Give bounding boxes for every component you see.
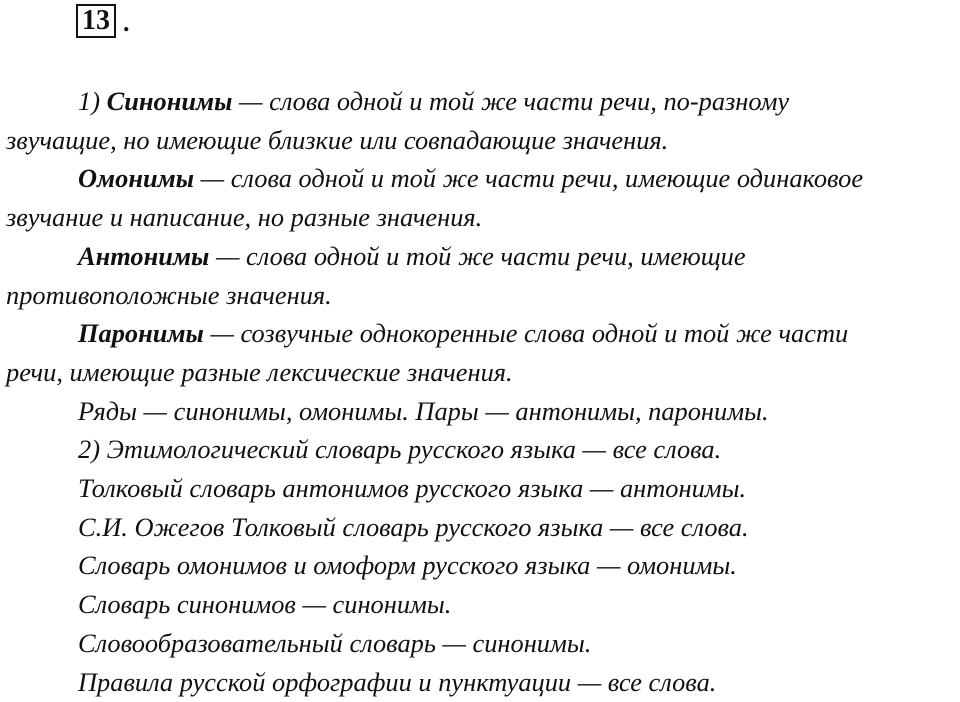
term-synonyms: Синонимы xyxy=(106,86,233,116)
dictionary-line: Словообразовательный словарь — синонимы. xyxy=(78,627,592,658)
summary-line: Ряды — синонимы, омонимы. Пары — антонимы, паронимы. xyxy=(78,395,769,426)
definition-synonyms xyxy=(6,82,956,159)
dictionary-line: Словарь омонимов и омоформ русского языка — омонимы. xyxy=(78,550,737,581)
definition-antonyms-text-cont: противоположные значения. xyxy=(6,279,332,310)
definition-synonyms-text-cont: звучащие, но имеющие близкие или совпадающие значения. xyxy=(6,124,669,155)
part-1-prefix: 1) xyxy=(78,86,107,116)
definition-antonyms xyxy=(6,237,956,314)
exercise-number-dot: . xyxy=(123,8,130,37)
definition-synonyms-text: — слова одной и той же части речи, по-разному xyxy=(232,86,790,116)
dictionary-line: 2) Этимологический словарь русского языка — все слова. xyxy=(78,434,722,465)
definition-homonyms-text: — слова одной и той же части речи, имеющие одинаковое xyxy=(194,163,864,194)
term-homonyms: Омонимы xyxy=(78,163,195,194)
dictionary-line: С.И. Ожегов Толковый словарь русского языка — все слова. xyxy=(78,511,749,542)
term-antonyms: Антонимы xyxy=(78,240,210,271)
definition-paronyms xyxy=(6,314,956,391)
exercise-number: 13 xyxy=(76,4,116,38)
exercise-body xyxy=(6,82,956,701)
definition-paronyms-text: — созвучные однокоренные слова одной и той же части xyxy=(203,318,849,349)
term-paronyms: Паронимы xyxy=(78,318,204,349)
definition-antonyms-text: — слова одной и той же части речи, имеющие xyxy=(209,240,746,271)
dictionary-line: Толковый словарь антонимов русского языка — антонимы. xyxy=(78,473,747,504)
definition-paronyms-text-cont: речи, имеющие разные лексические значения. xyxy=(6,356,513,387)
definition-homonyms-text-cont: звучание и написание, но разные значения. xyxy=(6,202,483,233)
dictionary-line: Словарь синонимов — синонимы. xyxy=(78,589,452,620)
dictionary-line: Правила русской орфографии и пунктуации — все слова. xyxy=(78,666,717,697)
definition-homonyms xyxy=(6,159,956,236)
